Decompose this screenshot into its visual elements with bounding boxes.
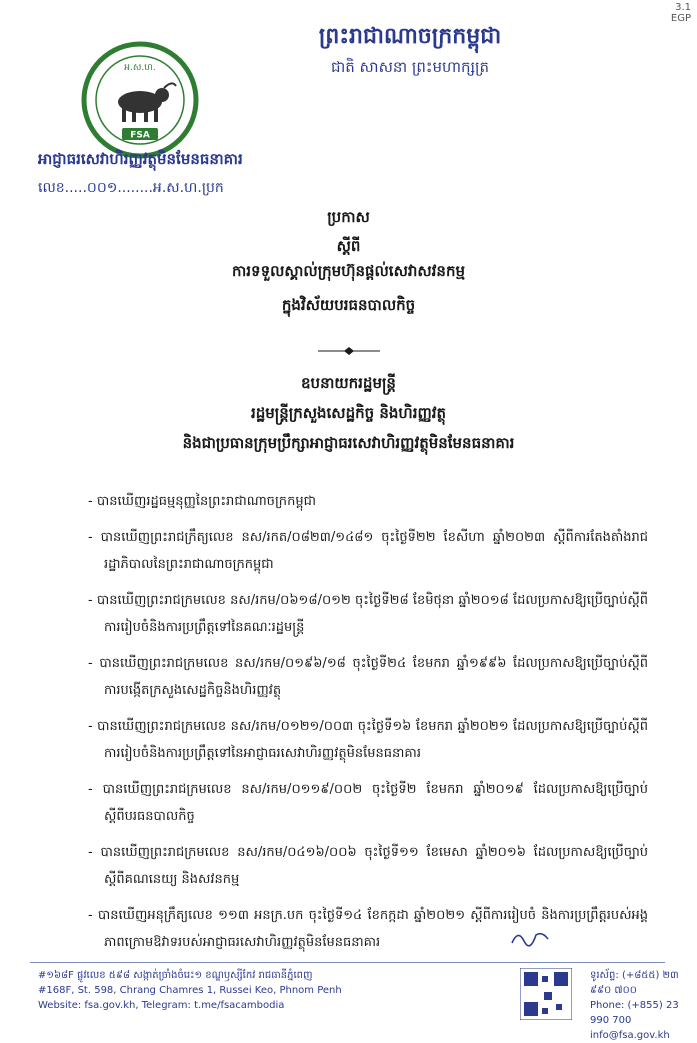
fsa-logo <box>80 40 200 160</box>
ornament-divider <box>318 346 380 356</box>
footer-phone-kh: ទូរស័ព្ទ: (+៨៥៥) ២៣ ៩៩០ ៧០០ <box>590 970 679 996</box>
authority-line-3: និងជាប្រធានក្រុមប្រឹក្សាអាជ្ញាធរសេវាហិរញ្ញវត្ថុមិនមែនធនាគារ <box>182 434 515 452</box>
corner-mark <box>671 2 691 24</box>
list-item: - បានឃើញព្រះរាជក្រមលេខ នស/រកម/០១៩៦/១៨ ចុះថ្ងៃទី២៤ ខែមករា ឆ្នាំ១៩៩៦ ដែលប្រកាសឱ្យប្រើច្បាប់ស្ដីពីការបង្កើតក្រសួងសេដ្ឋកិច្ចនិងហិរញ្ញវត្ថុ <box>88 656 648 698</box>
national-motto: ជាតិ សាសនា ព្រះមហាក្សត្រ <box>330 58 490 76</box>
logo-text-bottom: FSA <box>130 130 150 141</box>
list-item: - បានឃើញព្រះរាជក្រមលេខ នស/រកម/០៦១៨/០១២ ចុះថ្ងៃទី២៨ ខែមិថុនា ឆ្នាំ២០១៨ ដែលប្រកាសឱ្យប្រើច្បាប់ស្ដីពីការរៀបចំនិងការប្រព្រឹត្តទៅនៃគណៈរដ្ឋមន្ត្រី <box>88 593 648 635</box>
authority-line-2: រដ្ឋមន្ត្រីក្រសួងសេដ្ឋកិច្ច និងហិរញ្ញវត្ថុ <box>250 404 447 422</box>
footer-contact <box>590 968 697 1043</box>
organization-name: អាជ្ញាធរសេវាហិរញ្ញវត្ថុមិនមែនធនាគារ <box>38 150 243 168</box>
list-item: - បានឃើញព្រះរាជក្រមលេខ នស/រកម/០៤១៦/០០៦ ចុះថ្ងៃទី១១ ខែមេសា ឆ្នាំ២០១៦ ដែលប្រកាសឱ្យប្រើច្បាប់ស្ដីពីគណនេយ្យ និងសវនកម្ម <box>88 845 648 887</box>
footer-divider <box>30 962 665 963</box>
footer-address-kh: #១៦៨F ផ្លូវលេខ ៥៩៨ សង្កាត់ច្រាំងចំរេះ១ ខណ្ឌឫស្សីកែវ រាជធានីភ្នំពេញ <box>38 970 313 981</box>
footer-email: info@fsa.gov.kh <box>590 1030 670 1041</box>
list-item: - បានឃើញព្រះរាជក្រឹត្យលេខ នស/រកត/០៨២៣/១៤៨១ ចុះថ្ងៃទី២២ ខែសីហា ឆ្នាំ២០២៣ ស្ដីពីការតែងតាំងរាជរដ្ឋាភិបាលនៃព្រះរាជាណាចក្រកម្ពុជា <box>88 530 648 572</box>
reference-list <box>88 488 648 965</box>
doc-title-1: ប្រកាស <box>327 208 370 226</box>
kingdom-title: ព្រះរាជាណាចក្រកម្ពុជា <box>318 24 502 49</box>
list-item: - បានឃើញរដ្ឋធម្មនុញ្ញនៃព្រះរាជាណាចក្រកម្ពុជា <box>88 494 316 509</box>
doc-title-4: ក្នុងវិស័យបរធនបាលកិច្ច <box>281 296 416 314</box>
qr-code-icon <box>520 968 572 1020</box>
list-item: - បានឃើញអនុក្រឹត្យលេខ ១១៣ អនក្រ.បក ចុះថ្ងៃទី១៤ ខែកក្កដា ឆ្នាំ២០២១ ស្ដីពីការរៀបចំ និងការប្រព្រឹត្តរបស់អង្គភាពក្រោមឱវាទរបស់អាជ្ញាធរសេវាហិរញ្ញវត្ថុមិនមែនធនាគារ <box>88 908 648 950</box>
corner-mark-line-2: EGP <box>670 13 691 24</box>
doc-title-3: ការទទួលស្គាល់ក្រុមហ៊ុនផ្ដល់សេវាសវនកម្ម <box>232 262 465 280</box>
corner-mark-line-1: 3.1 <box>675 2 691 13</box>
doc-title-2: ស្ដីពី <box>336 237 361 255</box>
handwritten-initial <box>508 925 552 949</box>
footer-address-en: #168F, St. 598, Chrang Chamres 1, Russei Keo, Phnom Penh <box>38 985 342 996</box>
footer-website: Website: fsa.gov.kh, Telegram: t.me/fsacambodia <box>38 1000 285 1011</box>
logo-text-top: អ.ស.ហ. <box>124 63 156 73</box>
list-item: - បានឃើញព្រះរាជក្រមលេខ នស/រកម/០១១៩/០០២ ចុះថ្ងៃទី២ ខែមករា ឆ្នាំ២០១៩ ដែលប្រកាសឱ្យប្រើច្បាប់ស្ដីពីបរធនបាលកិច្ច <box>88 782 648 824</box>
authority-line-1: ឧបនាយករដ្ឋមន្ត្រី <box>301 374 396 392</box>
list-item: - បានឃើញព្រះរាជក្រមលេខ នស/រកម/០១២១/០០៣ ចុះថ្ងៃទី១៦ ខែមករា ឆ្នាំ២០២១ ដែលប្រកាសឱ្យប្រើច្បាប់ស្ដីពីការរៀបចំនិងការប្រព្រឹត្តទៅនៃអាជ្ញាធរសេវាហិរញ្ញវត្ថុមិនមែនធនាគារ <box>88 719 648 761</box>
footer-address <box>38 968 342 1013</box>
reference-number: លេខ.....០០១........អ.ស.ហ.ប្រក <box>38 180 224 196</box>
footer-phone-en: Phone: (+855) 23 990 700 <box>590 1000 679 1026</box>
